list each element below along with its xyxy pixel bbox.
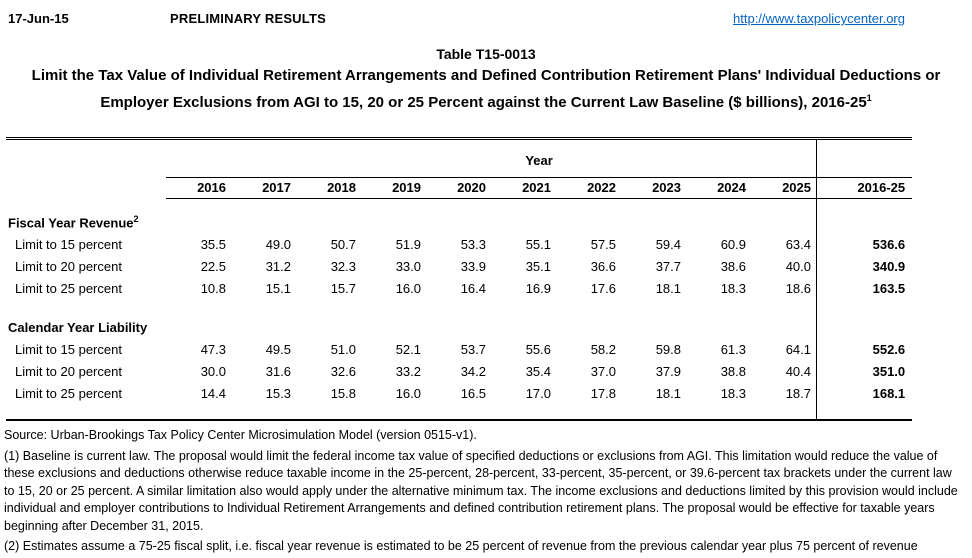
row-label: Limit to 15 percent (15, 341, 122, 357)
year-column-header: 2016-25 (816, 177, 912, 198)
footnotes (4, 427, 962, 556)
value-cell: 18.7 (785, 385, 811, 401)
value-cell: 16.9 (525, 280, 551, 296)
value-cell: 40.4 (785, 363, 811, 379)
value-cell: 50.7 (330, 236, 356, 252)
spacer-row (6, 299, 912, 316)
value-cell: 52.1 (395, 341, 421, 357)
value-cell: 38.8 (720, 363, 746, 379)
year-column-header: 2019 (361, 177, 426, 198)
value-cell: 35.4 (525, 363, 551, 379)
row-label: Limit to 25 percent (15, 385, 122, 401)
value-cell: 49.5 (265, 341, 291, 357)
value-cell: 36.6 (590, 258, 616, 274)
year-group-spacer (6, 140, 166, 177)
value-cell: 15.8 (330, 385, 356, 401)
total-cell: 168.1 (872, 385, 906, 401)
value-cell: 57.5 (590, 236, 616, 252)
value-cell: 15.3 (265, 385, 291, 401)
footnote-1: (1) Baseline is current law. The proposal would limit the federal income tax value of specified deductions or exclusions from AGI. This limitation would reduce the value of these exclusions and deductions otherwise reduce taxable income in the 25-percent, 28-percent, 33-percent, 35-percent, or 39.6-percent tax brackets under the current law to 15, 20 or 25 percent. A similar limitation also would apply under the alternative minimum tax. The income exclusions and deductions limited by this provision would include individual and employer contributions to Individual Retirement Arrangements and defined contribution retirement plans. The proposal would be effective for taxable years beginning after December 31, 2015. (4, 448, 958, 533)
value-cell: 63.4 (785, 236, 811, 252)
section-label: Fiscal Year Revenue$^2$ (8, 213, 139, 231)
website-link[interactable]: http://www.taxpolicycenter.org (733, 11, 905, 26)
row-label: Limit to 15 percent (15, 236, 122, 252)
value-cell: 18.3 (720, 385, 746, 401)
value-cell: 18.3 (720, 280, 746, 296)
value-cell: 61.3 (720, 341, 746, 357)
value-cell: 47.3 (200, 341, 226, 357)
years-row-spacer (6, 177, 166, 198)
section-header-row (6, 211, 912, 233)
year-column-header: 2017 (231, 177, 296, 198)
year-column-header: 2024 (686, 177, 751, 198)
value-cell: 35.5 (200, 236, 226, 252)
document-header (0, 11, 972, 29)
total-cell: 351.0 (872, 363, 906, 379)
value-cell: 59.4 (655, 236, 681, 252)
value-cell: 18.1 (655, 385, 681, 401)
results-table-wrap (6, 137, 912, 421)
value-cell: 35.1 (525, 258, 551, 274)
section-header-row (6, 316, 912, 338)
value-cell: 37.0 (590, 363, 616, 379)
value-cell: 33.9 (460, 258, 486, 274)
value-cell: 58.2 (590, 341, 616, 357)
row-label: Limit to 20 percent (15, 258, 122, 274)
value-cell: 59.8 (655, 341, 681, 357)
value-cell: 16.0 (395, 385, 421, 401)
value-cell: 31.2 (265, 258, 291, 274)
value-cell: 37.7 (655, 258, 681, 274)
value-cell: 32.6 (330, 363, 356, 379)
data-row (6, 277, 912, 299)
value-cell: 55.6 (525, 341, 551, 357)
value-cell: 31.6 (265, 363, 291, 379)
year-column-header: 2018 (296, 177, 361, 198)
value-cell: 22.5 (200, 258, 226, 274)
value-cell: 53.7 (460, 341, 486, 357)
footnote-2: (2) Estimates assume a 75-25 fiscal split, i.e. fiscal year revenue is estimated to be 25 percent of revenue from the previous calendar year plus 75 percent of revenue (4, 539, 918, 553)
value-cell: 16.5 (460, 385, 486, 401)
year-column-header: 2022 (556, 177, 621, 198)
total-cell: 552.6 (872, 341, 906, 357)
value-cell: 16.0 (395, 280, 421, 296)
value-cell: 32.3 (330, 258, 356, 274)
value-cell: 60.9 (720, 236, 746, 252)
year-column-header: 2016 (166, 177, 231, 198)
value-cell: 15.1 (265, 280, 291, 296)
data-row (6, 255, 912, 277)
value-cell: 15.7 (330, 280, 356, 296)
row-label: Limit to 20 percent (15, 363, 122, 379)
years-row (6, 177, 912, 198)
value-cell: 34.2 (460, 363, 486, 379)
title-line-2 (0, 87, 972, 114)
title-block (0, 44, 972, 114)
value-cell: 14.4 (200, 385, 226, 401)
value-cell: 10.8 (200, 280, 226, 296)
data-row (6, 360, 912, 382)
value-cell: 64.1 (785, 341, 811, 357)
value-cell: 51.9 (395, 236, 421, 252)
section-label: Calendar Year Liability (8, 319, 148, 335)
total-cell: 340.9 (872, 258, 906, 274)
data-row (6, 338, 912, 360)
value-cell: 17.8 (590, 385, 616, 401)
value-cell: 49.0 (265, 236, 291, 252)
total-cell: 536.6 (872, 236, 906, 252)
year-column-header: 2025 (751, 177, 816, 198)
table-body (6, 198, 912, 419)
title-line-1: Limit the Tax Value of Individual Retirement Arrangements and Defined Contribution Retirement Plans' Individual Deductions or (31, 67, 941, 84)
year-column-header: 2021 (491, 177, 556, 198)
year-column-header: 2020 (426, 177, 491, 198)
value-cell: 38.6 (720, 258, 746, 274)
value-cell: 55.1 (525, 236, 551, 252)
value-cell: 33.2 (395, 363, 421, 379)
year-group-header: Year (525, 152, 553, 168)
value-cell: 33.0 (395, 258, 421, 274)
column-separator-line (816, 140, 817, 419)
value-cell: 18.6 (785, 280, 811, 296)
value-cell: 16.4 (460, 280, 486, 296)
row-label: Limit to 25 percent (15, 280, 122, 296)
value-cell: 51.0 (330, 341, 356, 357)
value-cell: 53.3 (460, 236, 486, 252)
results-table (6, 140, 912, 419)
status-label: PRELIMINARY RESULTS (170, 11, 326, 26)
value-cell: 30.0 (200, 363, 226, 379)
table-number: Table T15-0013 (436, 46, 536, 62)
data-row (6, 382, 912, 404)
spacer-row (6, 404, 912, 419)
spacer-row (6, 198, 912, 211)
year-column-header: 2023 (621, 177, 686, 198)
value-cell: 17.6 (590, 280, 616, 296)
source-note: Source: Urban-Brookings Tax Policy Center Microsimulation Model (version 0515-v1). (4, 428, 477, 442)
title-line-2-text: Employer Exclusions from AGI to 15, 20 or 25 Percent against the Current Law Baseline ($ billions), 2016-25 (100, 94, 867, 111)
title-footnote-ref: 1 (866, 93, 872, 103)
data-row (6, 233, 912, 255)
value-cell: 37.9 (655, 363, 681, 379)
value-cell: 17.0 (525, 385, 551, 401)
date-label: 17-Jun-15 (8, 11, 69, 26)
value-cell: 40.0 (785, 258, 811, 274)
year-group-row (6, 140, 912, 177)
total-cell: 163.5 (872, 280, 906, 296)
section-footnote-ref: 2 (133, 213, 139, 224)
value-cell: 18.1 (655, 280, 681, 296)
